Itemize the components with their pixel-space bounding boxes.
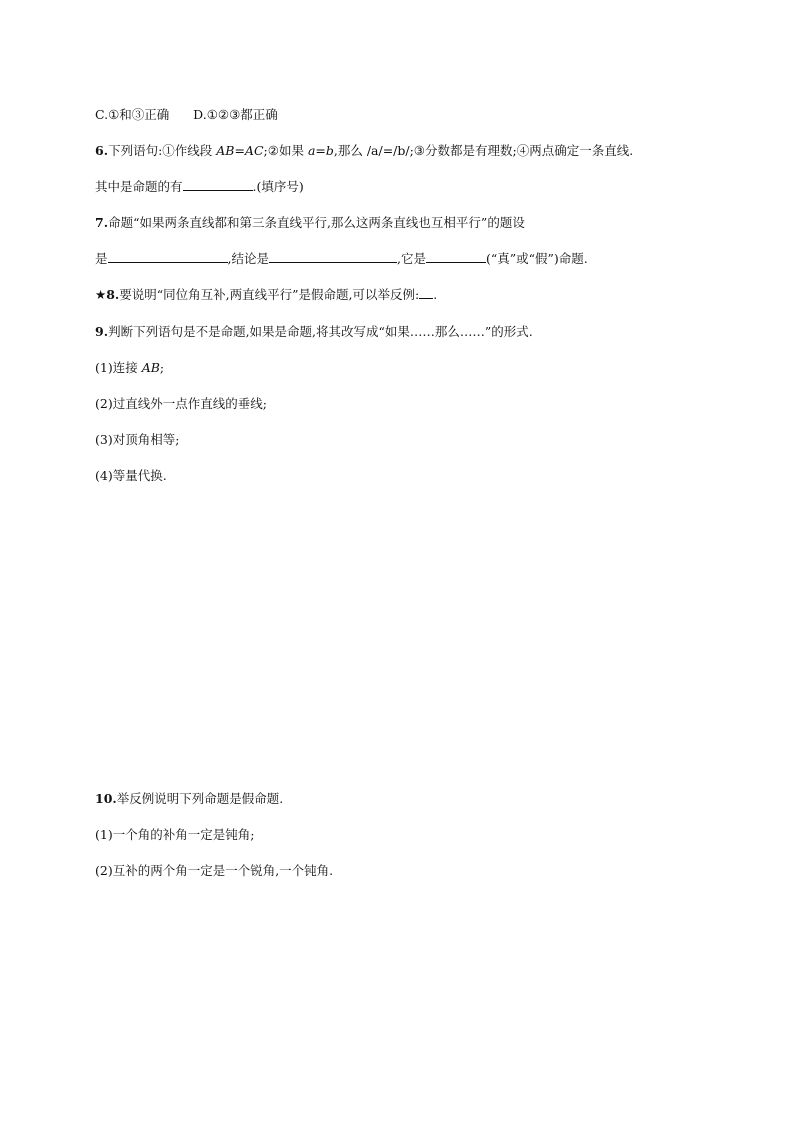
answer-blank (426, 250, 486, 263)
question-9-item-4 (95, 467, 167, 485)
item-text: (4)等量代换. (95, 468, 167, 483)
math-expression: AB=AC (216, 143, 264, 158)
item-text: (2)过直线外一点作直线的垂线; (95, 396, 267, 411)
option-c-d (95, 106, 278, 124)
question-number: 10. (95, 791, 117, 806)
question-6-line-1 (95, 142, 633, 160)
difficulty-star: ★ (95, 287, 107, 302)
question-text: .(填序号) (252, 179, 304, 194)
question-8 (95, 286, 437, 304)
question-text: ,那么 /a/=/b/;③分数都是有理数;④两点确定一条直线. (333, 143, 634, 158)
question-text: 判断下列语句是不是命题,如果是命题,将其改写成“如果……那么……”的形式. (108, 324, 533, 339)
question-7-line-2 (95, 250, 588, 268)
question-10-item-2 (95, 862, 333, 880)
answer-blank (108, 250, 228, 263)
item-text: ; (159, 360, 165, 375)
math-expression: a=b (307, 143, 334, 158)
question-text: ;②如果 (263, 143, 308, 158)
question-9 (95, 323, 533, 341)
question-number: 7. (95, 215, 109, 230)
question-10-item-1 (95, 826, 254, 844)
math-expression: AB (141, 360, 160, 375)
item-text: (3)对顶角相等; (95, 432, 180, 447)
question-10 (95, 790, 283, 808)
question-text: 举反例说明下列命题是假命题. (116, 791, 284, 806)
question-9-item-3 (95, 431, 179, 449)
answer-blank (419, 286, 433, 299)
question-number: 9. (95, 324, 109, 339)
question-6-line-2 (95, 178, 304, 196)
question-text: 下列语句:①作线段 (108, 143, 217, 158)
question-number: 8. (106, 287, 120, 302)
question-text: 是 (95, 251, 108, 266)
question-9-item-2 (95, 395, 267, 413)
question-9-item-1 (95, 359, 164, 377)
item-text: (2)互补的两个角一定是一个锐角,一个钝角. (95, 863, 334, 878)
item-text: (1)一个角的补角一定是钝角; (95, 827, 255, 842)
answer-blank (269, 250, 397, 263)
question-text: 其中是命题的有 (95, 179, 183, 194)
item-text: (1)连接 (95, 360, 142, 375)
answer-blank (183, 178, 253, 191)
question-text: ,它是 (397, 251, 426, 266)
question-text: ,结论是 (227, 251, 269, 266)
question-7-line-1 (95, 214, 525, 232)
question-number: 6. (95, 143, 109, 158)
question-text: 要说明“同位角互补,两直线平行”是假命题,可以举反例: (119, 287, 420, 302)
question-text: 命题“如果两条直线都和第三条直线平行,那么这两条直线也互相平行”的题设 (108, 215, 525, 230)
question-text: . (433, 287, 438, 302)
options-text: C.①和③正确 D.①②③都正确 (95, 107, 278, 122)
question-text: (“真”或“假”)命题. (485, 251, 588, 266)
